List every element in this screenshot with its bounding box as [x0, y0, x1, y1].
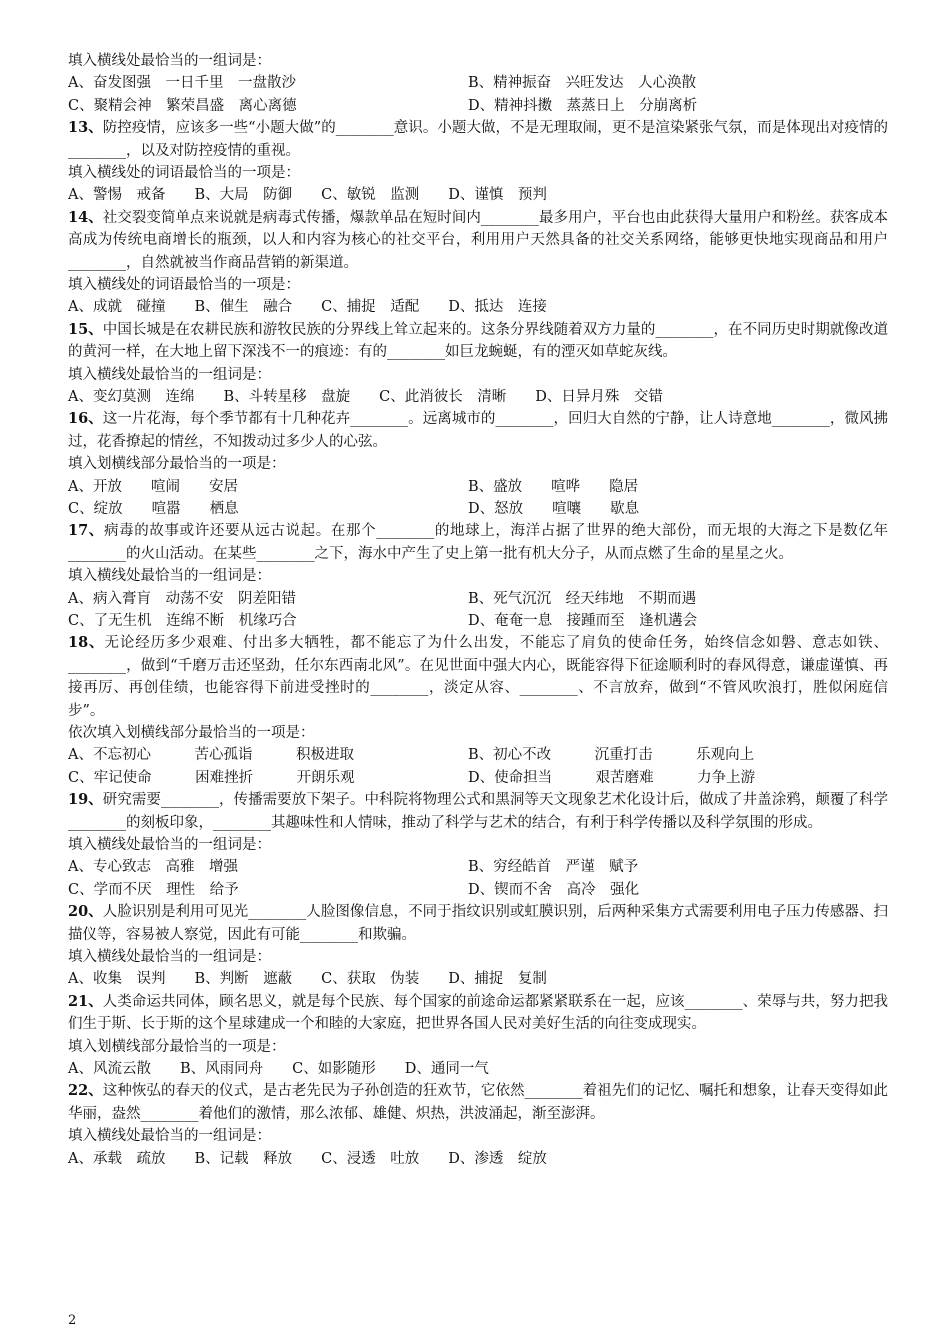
q12-prompt: 填入横线处最恰当的一组词是： [68, 53, 271, 69]
q22-text: 这种恢弘的春天的仪式，是古老先民为子孙创造的狂欢节，它依然________着祖先们的记忆、嘱托和想象，让春天变得如此华丽，盎然________着他们的激情，那么浓郁、雄健、炽热，洪波涌起，渐至澎湃。 [68, 1083, 889, 1122]
q17-prompt: 填入横线处最恰当的一组词是： [68, 568, 271, 585]
q12-options-row-2 [68, 95, 888, 117]
q15-text: 中国长城是在农耕民族和游牧民族的分界线上耸立起来的。这条分界线随着双方力量的________，在不同历史时期就像改道的黄河一样，在大地上留下深浅不一的痕迹：有的________如巨龙蜿蜒，有的湮灭如草蛇灰线。 [68, 321, 889, 361]
q15-options[interactable]: A、变幻莫测 连绵 B、斗转星移 盘旋 C、此消彼长 清晰 D、日异月殊 交错 [68, 388, 663, 405]
q20-stem [68, 901, 888, 946]
q19-text: 研究需要________，传播需要放下架子。中科院将物理公式和黑洞等天文现象艺术化设计后，做成了井盖涂鸦，颠覆了科学________的刻板印象，________其趣味性和人情味，推动了科学与艺术的结合，有利于科学传播以及科学氛围的形成。 [68, 792, 889, 831]
q20-options[interactable]: A、收集 误判 B、判断 遮蔽 C、获取 伪装 D、捕捉 复制 [68, 971, 547, 988]
q19-option-c[interactable]: C、学而不厌 理性 给予 [68, 881, 239, 898]
q14-stem [68, 207, 888, 274]
q19-options-row-2 [68, 879, 888, 901]
q12-options-row-1 [68, 72, 888, 94]
q17-number: 17、 [68, 522, 104, 540]
q17-option-d[interactable]: D、奄奄一息 接踵而至 逢机遘会 [468, 612, 698, 629]
q19-stem [68, 789, 888, 834]
q12-option-c[interactable]: C、聚精会神 繁荣昌盛 离心离德 [68, 97, 297, 114]
question-list [68, 50, 888, 1170]
q17-option-b[interactable]: B、死气沉沉 经天纬地 不期而遇 [468, 590, 697, 607]
q16-option-b[interactable]: B、盛放 喧哗 隐居 [468, 478, 639, 495]
q17-option-a[interactable]: A、病入膏肓 动荡不安 阴差阳错 [68, 590, 296, 607]
q19-prompt: 填入横线处最恰当的一组词是： [68, 836, 271, 853]
q13-options[interactable]: A、警惕 戒备 B、大局 防御 C、敏锐 监测 D、谨慎 预判 [68, 187, 547, 204]
q14-options[interactable]: A、成就 碰撞 B、催生 融合 C、捕捉 适配 D、抵达 连接 [68, 299, 547, 316]
q22-options[interactable]: A、承载 疏放 B、记载 释放 C、浸透 吐放 D、渗透 绽放 [68, 1150, 547, 1167]
q12-option-d[interactable]: D、精神抖擞 蒸蒸日上 分崩离析 [468, 97, 698, 114]
q18-prompt: 依次填入划横线部分最恰当的一项是： [68, 724, 315, 741]
q21-prompt: 填入划横线部分最恰当的一项是： [68, 1038, 286, 1055]
q21-text: 人类命运共同体，顾名思义，就是每个民族、每个国家的前途命运都紧紧联系在一起，应该________、荣辱与共，努力把我们生于斯、长于斯的这个星球建成一个和睦的大家庭，把世界各国人民对美好生活的向往变成现实。 [68, 993, 889, 1033]
page-number: 2 [68, 1313, 77, 1328]
q12-option-b[interactable]: B、精神振奋 兴旺发达 人心涣散 [468, 75, 697, 92]
q17-text: 病毒的故事或许还要从远古说起。在那个________的地球上，海洋占据了世界的绝大部份，而无垠的大海之下是数亿年________的火山活动。在某些________之下，海水中产生了史上第一批有机大分子，从而点燃了生命的星星之火。 [68, 523, 888, 562]
q19-number: 19、 [68, 791, 103, 809]
q19-option-b[interactable]: B、穷经皓首 严谨 赋予 [468, 859, 639, 876]
q13-number: 13、 [68, 119, 103, 137]
q22-stem [68, 1080, 888, 1125]
q16-options-row-1 [68, 476, 888, 498]
q18-option-d[interactable]: D、使命担当 艰苦磨难 力争上游 [468, 769, 756, 786]
q18-options-row-2 [68, 767, 888, 789]
q13-text: 防控疫情，应该多一些“小题大做”的________意识。小题大做，不是无理取闹，更不是渲染紧张气氛，而是体现出对疫情的________，以及对防控疫情的重视。 [68, 120, 888, 159]
q16-text: 这一片花海，每个季节都有十几种花卉________。远离城市的________，回归大自然的宁静，让人诗意地________，微风拂过，花香撩起的情丝，不知拨动过多少人的心弦。 [68, 411, 888, 450]
q22-number: 22、 [68, 1082, 103, 1100]
q18-number: 18、 [68, 634, 105, 652]
q15-number: 15、 [68, 320, 103, 338]
q16-stem [68, 408, 888, 453]
q14-text: 社交裂变简单点来说就是病毒式传播，爆款单品在短时间内________最多用户，平台也由此获得大量用户和粉丝。获客成本高成为传统电商增长的瓶颈，以人和内容为核心的社交平台，利用用户天然具备的社交关系网络，能够更快地实现商品和用户________，自然就被当作商品营销的新渠道。 [68, 209, 889, 271]
q18-text: 无论经历多少艰难、付出多大牺牲，都不能忘了为什么出发，不能忘了肩负的使命任务，始终信念如磐、意志如铁、________，做到“千磨万击还坚劲，任尔东西南北风”。在见世面中强大内心，既能容得下征途顺利时的春风得意，谦虚谨慎、再接再厉、再创佳绩，也能容得下前进受挫时的________，淡定从容、________、不言放弃，做到“不管风吹浪打，胜似闲庭信步”。 [68, 635, 888, 719]
q16-option-a[interactable]: A、开放 喧闹 安居 [68, 478, 238, 495]
q18-option-c[interactable]: C、牢记使命 困难挫折 开朗乐观 [68, 769, 355, 786]
q16-option-d[interactable]: D、怒放 喧嚷 歇息 [468, 500, 640, 517]
q22-prompt: 填入横线处最恰当的一组词是： [68, 1128, 271, 1145]
q21-number: 21、 [68, 992, 103, 1010]
q15-stem [68, 319, 888, 364]
q20-prompt: 填入横线处最恰当的一组词是： [68, 948, 271, 965]
q20-number: 20、 [68, 903, 103, 921]
q21-stem [68, 991, 888, 1036]
q18-option-a[interactable]: A、不忘初心 苦心孤诣 积极进取 [68, 747, 354, 764]
q14-prompt: 填入横线处的词语最恰当的一项是： [68, 276, 300, 293]
q13-prompt: 填入横线处的词语最恰当的一项是： [68, 164, 300, 181]
q15-prompt: 填入横线处最恰当的一组词是： [68, 366, 271, 383]
q16-number: 16、 [68, 410, 103, 428]
q19-option-a[interactable]: A、专心致志 高雅 增强 [68, 859, 238, 876]
q20-text: 人脸识别是利用可见光________人脸图像信息，不同于指纹识别或虹膜识别，后两种采集方式需要利用电子压力传感器、扫描仪等，容易被人察觉，因此有可能________和欺骗。 [68, 904, 889, 943]
q16-prompt: 填入划横线部分最恰当的一项是： [68, 456, 286, 473]
q17-options-row-2 [68, 610, 888, 632]
q17-option-c[interactable]: C、了无生机 连绵不断 机缘巧合 [68, 612, 297, 629]
q18-option-b[interactable]: B、初心不改 沉重打击 乐观向上 [468, 747, 755, 764]
q21-options[interactable]: A、风流云散 B、风雨同舟 C、如影随形 D、通同一气 [68, 1060, 489, 1077]
q17-stem [68, 520, 888, 565]
q12-option-a[interactable]: A、奋发图强 一日千里 一盘散沙 [68, 75, 296, 92]
q17-options-row-1 [68, 588, 888, 610]
q16-option-c[interactable]: C、绽放 喧嚣 栖息 [68, 500, 239, 517]
q14-number: 14、 [68, 208, 103, 226]
q16-options-row-2 [68, 498, 888, 520]
q18-stem [68, 632, 888, 722]
q18-options-row-1 [68, 744, 888, 766]
q19-options-row-1 [68, 856, 888, 878]
q19-option-d[interactable]: D、锲而不舍 高冷 强化 [468, 881, 640, 898]
q13-stem [68, 117, 888, 162]
